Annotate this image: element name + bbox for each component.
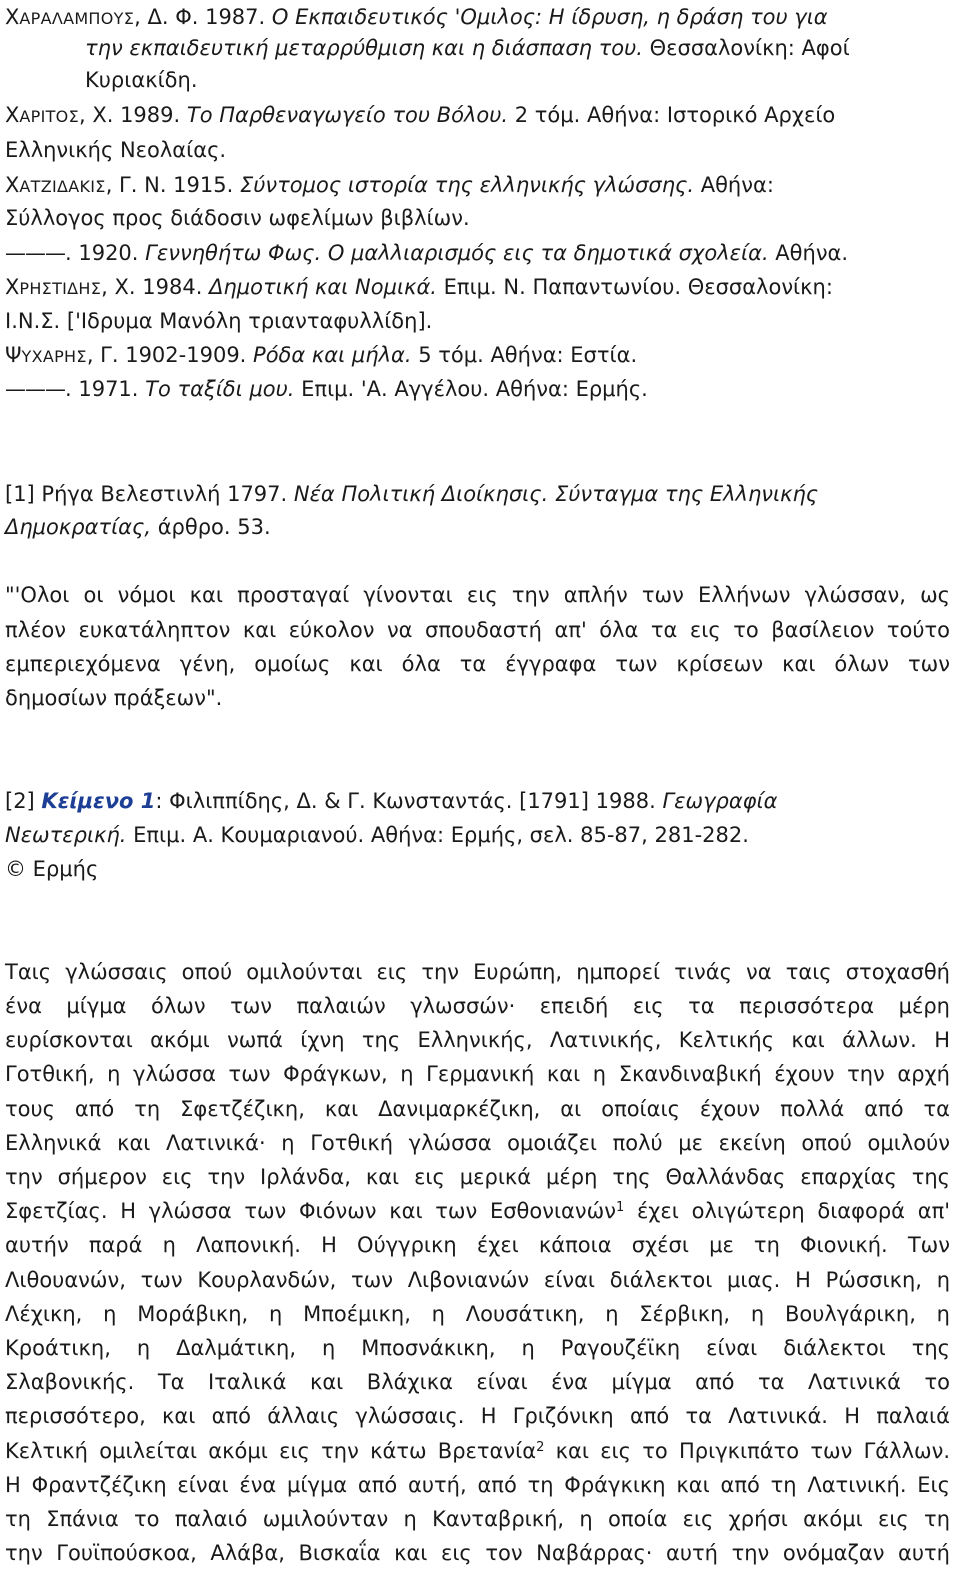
bib-entry-chatzidakis: ΧΑΤΖΙΔΑΚΙΣ, Γ. Ν. 1915. Σύντομος ιστορία της ελληνικής γλώσσης. Αθήνα: (5, 173, 774, 197)
copyright-notice: © Ερμής (5, 857, 99, 881)
bib-entry-chatzidakis-cont: Σύλλογος προς διάδοσιν ωφελίμων βιβλίων. (5, 206, 470, 230)
bib-entry-christidis: ΧΡΗΣΤΙΔΗΣ, Χ. 1984. Δημοτική και Νομικά. Επιμ. Ν. Παπαντωνίου. Θεσσαλονίκη: (5, 275, 833, 299)
bib-entry-charitos: ΧΑΡΙΤΟΣ, Χ. 1989. Το Παρθεναγωγείο του Βόλου. 2 τόμ. Αθήνα: Ιστορικό Αρχείο (5, 103, 836, 127)
footnote-2: [2] Κείμενο 1: Φιλιππίδης, Δ. & Γ. Κωνσταντάς. [1791] 1988. Γεωγραφία (5, 789, 778, 813)
quote-line: "'Ολοι οι νόμοι και προσταγαί γίνονται εις την απλήν των Ελλήνων γλώσσαν, ως (5, 583, 950, 607)
body-line: Λέχικη, η Μοράβικη, η Μποέμικη, η Λουσάτικη, η Σέρβικη, η Βουλγάρικη, η (5, 1302, 950, 1326)
quote-line: δημοσίων πράξεων". (5, 686, 223, 710)
body-line: Ταις γλώσσαις οπού ομιλούνται εις την Ευρώπη, ημπορεί τινάς να ταις στοχασθή (5, 960, 950, 984)
body-line: Σλαβονικής. Τα Ιταλικά και Βλάχικα είναι ένα μίγμα από τα Λατινικά το (5, 1370, 950, 1394)
body-line: Σφετζίας. Η γλώσσα των Φιόνων και των Εσθονιανών$^1$ έχει ολιγώτερη διαφορά απ' (5, 1199, 950, 1223)
body-line: ευρίσκονται ακόμι νωπά ίχνη της Ελληνικής, Λατινικής, Κελτικής και άλλων. Η (5, 1028, 950, 1052)
quote-line: πλέον ευκατάληπτον και εύκολον να σπουδαστή απ' όλα τα εις το βασίλειον τούτο (5, 618, 950, 642)
body-line: Η Φραντζέζικη είναι ένα μίγμα από αυτή, από τη Φράγκικη και από τη Λατινική. Εις (5, 1473, 950, 1497)
footnote-1: [1] Ρήγα Βελεστινλή 1797. Νέα Πολιτική Διοίκησις. Σύνταγμα της Ελληνικής (5, 482, 819, 506)
body-line: Λιθουανών, των Κουρλανδών, των Λιβονιανών είναι διάλεκτοι μιας. Η Ρώσσικη, η (5, 1268, 950, 1292)
body-line: τη Σπάνια το παλαιό ωμιλούνταν η Κανταβρική, η οποία εις χρήσι ακόμι εις τη (5, 1507, 950, 1531)
body-line: Κροάτικη, η Δαλμάτικη, η Μποσνάκικη, η Ραγουζέϊκη είναι διάλεκτοι της (5, 1336, 950, 1360)
bib-entry-christidis-cont: Ι.Ν.Σ. ['Ιδρυμα Μανόλη τριανταφυλλίδη]. (5, 309, 433, 333)
bib-entry-1971: ———. 1971. Το ταξίδι μου. Επιμ. 'Α. Αγγέλου. Αθήνα: Ερμής. (5, 377, 648, 401)
body-line: αυτήν παρά η Λαπονική. Η Ούγγρικη έχει κάποια σχέσι με τη Φιονική. Των (5, 1233, 950, 1257)
body-line: περισσότερο, και από άλλαις γλώσσαις. Η Γριζόνικη από τα Λατινικά. Η παλαιά (5, 1404, 950, 1428)
body-line: Κελτική ομιλείται ακόμι εις την κάτω Βρετανία$^2$ και εις το Πριγκιπάτο των Γάλλων. (5, 1439, 950, 1463)
footnote-2-cont: Νεωτερική. Επιμ. Α. Κουμαριανού. Αθήνα: Ερμής, σελ. 85-87, 281-282. (5, 823, 749, 847)
bib-entry-charalampous: ΧΑΡΑΛΑΜΠΟΥΣ, Δ. Φ. 1987. Ο Εκπαιδευτικός 'Ομιλος: Η ίδρυση, η δράση του για (5, 5, 828, 29)
body-line: ένα μίγμα όλων των παλαιών γλωσσών· επειδή εις τα περισσότερα μέρη (5, 994, 950, 1018)
body-line: τους από τη Σφετζέζικη, και Δανιμαρκέζικη, αι οποίαις έχουν πολλά από τα (5, 1097, 950, 1121)
bib-entry-1920: ———. 1920. Γεννηθήτω Φως. Ο μαλλιαρισμός εις τα δημοτικά σχολεία. Αθήνα. (5, 241, 849, 265)
keimeno-link[interactable]: Κείμενο 1 (41, 789, 156, 813)
body-line: την σήμερον εις την Ιρλάνδα, και εις μερικά μέρη της Θαλλάνδας επαρχίας της (5, 1165, 950, 1189)
bib-entry-charalampous-cont: την εκπαιδευτική μεταρρύθμιση και η διάσπαση του. Θεσσαλονίκη: Αφοί (85, 36, 850, 60)
footnote-ref[interactable]: 1 (615, 1200, 625, 1215)
quote-line: εμπεριεχόμενα γένη, ομοίως και όλα τα έγγραφα των κρίσεων και όλων των (5, 652, 950, 676)
footnote-ref[interactable]: 2 (536, 1440, 545, 1455)
body-line: Γοτθική, η γλώσσα των Φράγκων, η Γερμανική και η Σκανδιναβική έχουν την αρχή (5, 1062, 950, 1086)
footnote-1-cont: Δημοκρατίας, άρθρο. 53. (5, 515, 271, 539)
body-line: Ελληνικά και Λατινικά· η Γοτθική γλώσσα ομοιάζει πολύ με εκείνη οπού ομιλούν (5, 1131, 950, 1155)
bib-entry-charitos-cont: Ελληνικής Νεολαίας. (5, 138, 227, 162)
bib-entry-charalampous-cont2: Κυριακίδη. (85, 68, 198, 92)
body-line: την Γουϊπούσκοα, Αλάβα, Βισκαΐα και εις τον Ναβάρρας· αυτή την ονόμαζαν αυτή (5, 1541, 950, 1565)
bib-entry-psycharis: ΨΥΧΑΡΗΣ, Γ. 1902-1909. Ρόδα και μήλα. 5 τόμ. Αθήνα: Εστία. (5, 343, 638, 367)
